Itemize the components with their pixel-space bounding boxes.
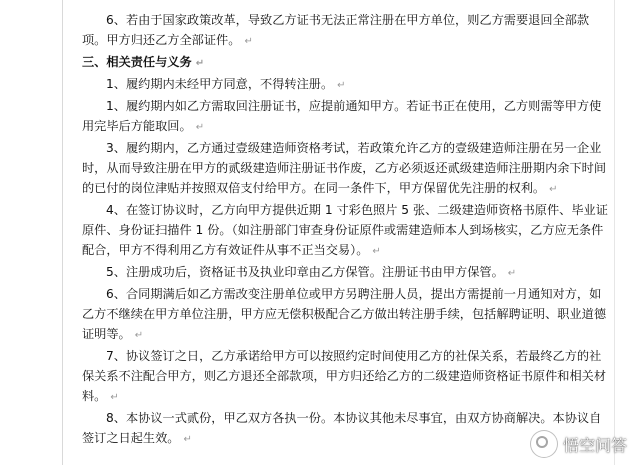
paragraph-item-7	[82, 346, 612, 408]
section-title: 三、相关责任与义务	[82, 55, 192, 69]
paragraph-text: 4、在签订协议时，乙方向甲方提供近期 1 寸彩色照片 5 张、二级建造师资格书原件、毕业证原件、身份证扫描件 1 份。（如注册部门审查身份证原件或需建造师本人到场核实，乙方应无条件配合，甲方不得利用乙方有效证件从事不正当交易）。	[82, 203, 608, 257]
paragraph-mark-icon: ↵	[183, 434, 192, 445]
paragraph-mark-icon: ↵	[244, 36, 253, 47]
paragraph-item-5	[82, 262, 612, 284]
section-heading	[82, 52, 612, 74]
paragraph-mark-icon: ↵	[110, 392, 119, 403]
watermark	[531, 431, 627, 457]
paragraph-text: 6、若由于国家政策改革，导致乙方证书无法正常注册在甲方单位，则乙方需要退回全部款项。甲方归还乙方全部证件。	[82, 13, 590, 47]
paragraph-mark-icon: ↵	[195, 58, 205, 69]
paragraph-item-3	[82, 138, 612, 200]
paragraph-text: 1、履约期内如乙方需取回注册证书，应提前通知甲方。若证书正在使用，乙方则需等甲方使用完毕后方能取回。	[82, 99, 602, 133]
paragraph-text: 3、履约期内，乙方通过壹级建造师资格考试，若政策允许乙方的壹级建造师注册在另一企业时，从而导致注册在甲方的贰级建造师注册证书作废，乙方必须返还贰级建造师注册期内余下时间的已付的岗位津贴并按照双倍支付给甲方。在同一条件下，甲方保留优先注册的权利。	[82, 141, 607, 195]
paragraph-mark-icon: ↵	[337, 80, 346, 91]
paragraph-mark-icon: ↵	[372, 246, 381, 257]
paragraph-text: 8、本协议一式贰份，甲乙双方各执一份。本协议其他未尽事宜，由双方协商解决。本协议自签订之日起生效。	[82, 411, 602, 445]
paragraph-text: 7、协议签订之日，乙方承诺给甲方可以按照约定时间使用乙方的社保关系，若最终乙方的社保关系不注配合甲方，则乙方退还全部款项，甲方归还给乙方的二级建造师资格证书原件和相关材料。	[82, 349, 607, 403]
left-margin-guide	[62, 0, 63, 465]
paragraph-item-1	[82, 74, 612, 96]
paragraph-text: 6、合同期满后如乙方需改变注册单位或甲方另聘注册人员，提出方需提前一月通知对方，如乙方不继续在甲方单位注册，甲方应无偿积极配合乙方做出转注册手续，包括解聘证明、职业道德证明等。	[82, 287, 607, 341]
paragraph-item-6	[82, 284, 612, 346]
paragraph-mark-icon: ↵	[134, 330, 144, 341]
paragraph-mark-icon: ↵	[507, 268, 517, 279]
paragraph-mark-icon: ↵	[549, 184, 558, 195]
watermark-text: 悟空问答	[562, 435, 627, 455]
paragraph-text: 1、履约期内未经甲方同意，不得转注册。	[106, 77, 334, 91]
paragraph-text: 5、注册成功后，资格证书及执业印章由乙方保管。注册证书由甲方保管。	[106, 265, 504, 279]
paragraph-item-2	[82, 96, 612, 138]
wukong-logo-icon	[531, 431, 557, 457]
right-margin-guide	[614, 0, 615, 465]
paragraph-item-6-top	[82, 10, 612, 52]
document-body	[82, 10, 612, 450]
paragraph-mark-icon: ↵	[195, 122, 205, 133]
paragraph-item-4	[82, 200, 612, 262]
